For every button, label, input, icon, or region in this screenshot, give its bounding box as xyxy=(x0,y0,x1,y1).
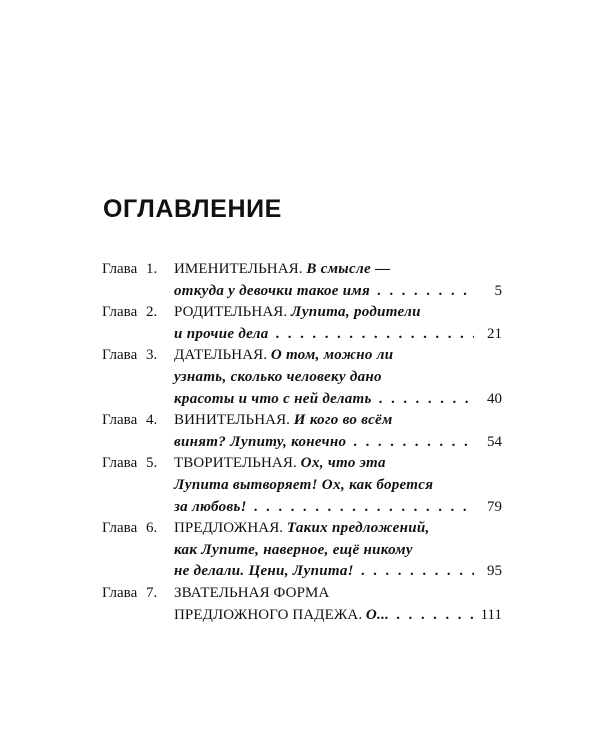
toc-entry xyxy=(102,410,502,453)
chapter-description: В смысле — xyxy=(306,261,391,277)
page-title: ОГЛАВЛЕНИЕ xyxy=(103,195,282,223)
chapter-num: 5. xyxy=(145,455,158,472)
page-number: 40 xyxy=(487,390,502,407)
dot-leader xyxy=(379,389,474,411)
toc-line xyxy=(174,583,502,605)
dot-leader xyxy=(377,281,474,303)
chapter-number xyxy=(102,583,157,605)
page-number: 95 xyxy=(487,563,502,580)
chapter-description: Лупита, родители xyxy=(290,304,421,321)
chapter-number xyxy=(102,259,157,281)
page-number: 5 xyxy=(494,282,502,299)
chapter-word: Глава xyxy=(102,261,138,277)
toc-entry xyxy=(102,345,502,410)
toc-line xyxy=(174,345,502,367)
toc-entry xyxy=(102,453,502,518)
toc-line xyxy=(174,281,502,303)
dot-leader xyxy=(353,432,474,454)
page-number: 21 xyxy=(487,325,502,342)
page-number: 111 xyxy=(480,606,502,623)
chapter-word: Глава xyxy=(102,304,138,321)
chapter-word: Глава xyxy=(102,455,138,472)
chapter-num: 7. xyxy=(145,584,158,601)
chapter-title: ПРЕДЛОЖНАЯ. xyxy=(174,520,284,537)
chapter-num: 1. xyxy=(145,261,158,277)
dot-leader xyxy=(396,605,474,627)
chapter-title: ЗВАТЕЛЬНАЯ ФОРМА xyxy=(174,584,330,601)
chapter-number xyxy=(102,410,157,432)
page-number: 79 xyxy=(487,498,502,515)
toc-line xyxy=(174,367,502,389)
toc-line xyxy=(174,518,502,540)
dot-leader xyxy=(276,324,475,346)
chapter-word: Глава xyxy=(102,412,138,429)
page-number: 54 xyxy=(487,433,502,450)
toc-line xyxy=(174,302,502,324)
dot-leader xyxy=(361,561,474,583)
toc-entry xyxy=(102,583,502,626)
chapter-number xyxy=(102,453,157,475)
chapter-description: О том, можно ли xyxy=(270,347,394,364)
toc-line xyxy=(174,475,502,497)
chapter-title: ВИНИТЕЛЬНАЯ. xyxy=(174,412,291,429)
toc-line xyxy=(174,432,502,454)
toc-entry xyxy=(102,302,502,345)
toc-line xyxy=(174,561,502,583)
toc-line xyxy=(174,389,502,411)
dot-leader xyxy=(254,497,474,519)
chapter-description: Ох, что эта xyxy=(300,455,386,472)
toc-line xyxy=(174,540,502,562)
chapter-num: 4. xyxy=(145,412,158,429)
chapter-num: 3. xyxy=(145,347,158,364)
toc-entry xyxy=(102,518,502,583)
chapter-description: за любовь! xyxy=(174,498,247,515)
chapter-title: ТВОРИТЕЛЬНАЯ. xyxy=(174,455,297,472)
chapter-title: ИМЕНИТЕЛЬНАЯ. xyxy=(174,261,303,277)
chapter-description: узнать, сколько человеку дано xyxy=(174,368,382,385)
chapter-title: РОДИТЕЛЬНАЯ. xyxy=(174,304,288,321)
toc-line xyxy=(174,453,502,475)
chapter-number xyxy=(102,518,157,540)
chapter-description: О... xyxy=(365,606,390,623)
chapter-description: и прочие дела xyxy=(174,325,269,342)
toc-line xyxy=(174,497,502,519)
chapter-number xyxy=(102,345,157,367)
toc-line xyxy=(174,324,502,346)
chapter-description: как Лупите, наверное, ещё никому xyxy=(174,541,413,558)
chapter-word: Глава xyxy=(102,584,138,601)
chapter-num: 6. xyxy=(145,520,158,537)
toc-line xyxy=(174,605,502,627)
toc-line xyxy=(174,410,502,432)
table-of-contents xyxy=(102,259,502,626)
chapter-number xyxy=(102,302,157,324)
chapter-description: И кого во всём xyxy=(293,412,393,429)
chapter-num: 2. xyxy=(145,304,158,321)
chapter-word: Глава xyxy=(102,347,138,364)
chapter-description: Таких предложений, xyxy=(286,520,430,537)
chapter-description: не делали. Цени, Лупита! xyxy=(174,563,354,580)
chapter-description: Лупита вытворяет! Ох, как борется xyxy=(174,476,434,493)
chapter-description: красоты и что с ней делать xyxy=(174,390,372,407)
toc-entry xyxy=(102,259,502,302)
chapter-word: Глава xyxy=(102,520,138,537)
chapter-title: ДАТЕЛЬНАЯ. xyxy=(174,347,268,364)
toc-line xyxy=(174,259,502,281)
chapter-description: откуда у девочки такое имя xyxy=(174,282,371,299)
chapter-title: ПРЕДЛОЖНОГО ПАДЕЖА. xyxy=(174,606,363,623)
chapter-description: винят? Лупиту, конечно xyxy=(174,433,347,450)
